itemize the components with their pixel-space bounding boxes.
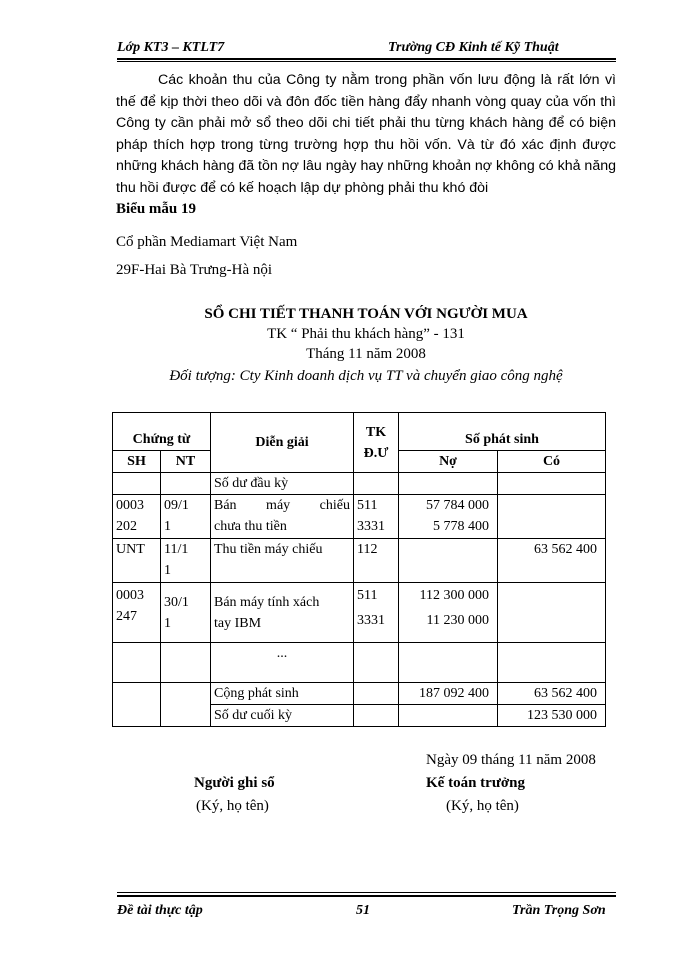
voucher-sh: UNT	[113, 539, 161, 583]
intro-line: Các khoản thu của Công ty nằm trong phần vốn lưu động là rất lớn vì	[158, 72, 616, 88]
col-amount-header: Số phát sinh	[399, 413, 606, 451]
voucher-nt: 30/1	[164, 594, 189, 610]
intro-line: thu hồi được để có kế hoạch lập dự phòng phải thu khó đòi	[116, 179, 489, 196]
row-description: Thu tiền máy chiếu	[211, 539, 354, 583]
sign-left-note: (Ký, họ tên)	[196, 798, 269, 814]
table-row	[113, 583, 606, 643]
ellipsis: ...	[211, 643, 354, 683]
footer-rule	[117, 895, 616, 897]
row-description: tay IBM	[214, 615, 262, 631]
table-row	[113, 683, 606, 705]
total-label: Cộng phát sinh	[211, 683, 354, 705]
col-credit-header: Có	[498, 451, 606, 473]
header-school-label: Trường CĐ Kinh tế Kỹ Thuật	[388, 40, 559, 55]
total-credit: 63 562 400	[498, 683, 606, 705]
sign-right-note: (Ký, họ tên)	[446, 798, 519, 814]
col-account-du: Đ.Ư	[363, 445, 389, 461]
company-name: Cổ phần Mediamart Việt Nam	[116, 234, 298, 250]
table-row	[113, 473, 606, 495]
voucher-nt: 1	[164, 563, 171, 578]
col-nt-header: NT	[161, 451, 211, 473]
intro-line: những khách hàng đã tồn nợ lâu ngày hay những khoản nợ không có khả năng	[116, 158, 616, 174]
footer-rule-thin	[117, 892, 616, 893]
intro-line: Công ty cần phải mở sổ theo dõi chi tiết phải thu từng khách hàng để có biện	[116, 115, 616, 131]
row-account: 112	[354, 539, 399, 583]
header-class-label: Lớp KT3 – KTLT7	[117, 40, 225, 55]
form-label: Biểu mẫu 19	[116, 201, 197, 217]
footer-topic-label: Đề tài thực tập	[117, 903, 203, 918]
col-account-header	[354, 413, 399, 473]
header-rule	[117, 58, 616, 60]
ledger-subject: Đối tượng: Cty Kinh doanh dịch vụ TT và chuyển giao công nghệ	[169, 368, 563, 384]
ledger-period: Tháng 11 năm 2008	[306, 346, 426, 362]
row-description: Bán máy tính xách	[214, 594, 320, 610]
total-debit: 187 092 400	[399, 683, 498, 705]
table-row	[113, 539, 606, 583]
sign-right-title: Kế toán trưởng	[426, 775, 525, 791]
voucher-sh: 0003	[116, 498, 144, 513]
col-sh-header: SH	[113, 451, 161, 473]
row-debit: 57 784 000	[426, 498, 489, 513]
voucher-nt: 1	[164, 615, 171, 631]
intro-line: thế để kịp thời theo dõi và đôn đốc tiền hàng đẩy nhanh vòng quay của vốn thì	[116, 93, 616, 110]
ledger-title: SỔ CHI TIẾT THANH TOÁN VỚI NGƯỜI MUA	[204, 306, 528, 322]
row-debit: 112 300 000	[419, 588, 489, 603]
closing-credit: 123 530 000	[498, 705, 606, 727]
col-description-header: Diễn giải	[211, 413, 354, 473]
voucher-nt: 09/1	[164, 498, 189, 513]
row-description: Bán máy chiếu	[214, 498, 350, 513]
voucher-sh: 247	[116, 609, 137, 624]
footer-author: Trần Trọng Sơn	[512, 903, 606, 918]
row-debit: 5 778 400	[433, 519, 489, 534]
footer-page-number: 51	[356, 903, 370, 918]
voucher-nt: 1	[164, 519, 171, 534]
row-account: 511	[357, 588, 378, 603]
row-account: 3331	[357, 613, 385, 628]
intro-paragraph	[116, 70, 616, 199]
voucher-sh: 0003	[116, 588, 144, 603]
table-row	[113, 495, 606, 539]
col-account-tk: TK	[365, 424, 387, 440]
voucher-nt: 11/1	[164, 542, 189, 557]
col-debit-header: Nợ	[399, 451, 498, 473]
ledger-account: TK “ Phải thu khách hàng” - 131	[267, 326, 465, 342]
row-description: chưa thu tiền	[214, 519, 287, 534]
row-credit: 63 562 400	[498, 539, 606, 583]
table-row	[113, 643, 606, 683]
company-address: 29F-Hai Bà Trưng-Hà nội	[116, 262, 273, 278]
row-account: 3331	[357, 519, 385, 534]
closing-balance-label: Số dư cuối kỳ	[211, 705, 354, 727]
ledger-table	[112, 412, 606, 727]
opening-balance-label: Số dư đầu kỳ	[211, 473, 354, 495]
intro-line: pháp thích hợp trong từng trường hợp thu hồi vốn. Và từ đó xác định được	[116, 136, 616, 153]
header-rule-thin	[117, 61, 616, 62]
row-account: 511	[357, 498, 378, 513]
sign-left-title: Người ghi sổ	[194, 775, 275, 791]
row-debit: 11 230 000	[426, 613, 489, 628]
voucher-sh: 202	[116, 519, 137, 534]
col-voucher-header: Chứng từ	[113, 413, 211, 451]
sign-date: Ngày 09 tháng 11 năm 2008	[426, 752, 596, 768]
